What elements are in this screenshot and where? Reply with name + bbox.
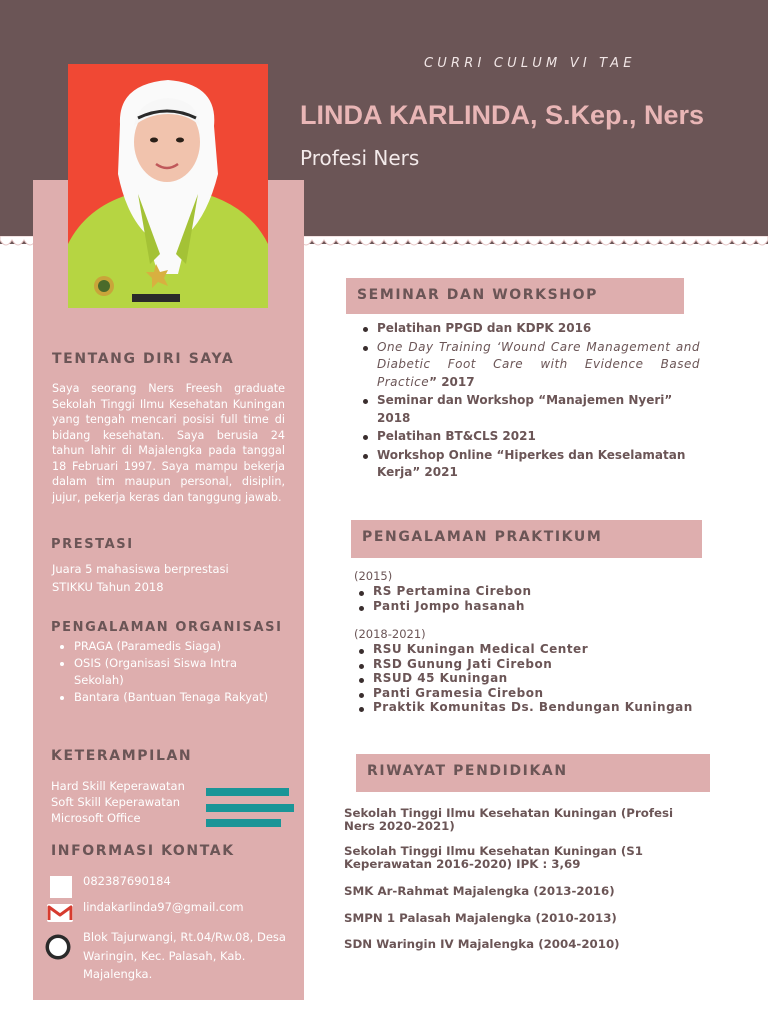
achievement-line-1: Juara 5 mahasiswa berprestasi xyxy=(52,562,229,576)
skill-bar-office xyxy=(206,819,281,827)
list-item: RSUD 45 Kuningan xyxy=(356,671,736,686)
education-header xyxy=(356,754,710,792)
skills-title: KETERAMPILAN xyxy=(51,748,193,764)
list-item: Pelatihan BT&CLS 2021 xyxy=(360,428,700,446)
practicum-list-2018 xyxy=(356,642,736,715)
gmail-icon xyxy=(47,904,73,922)
list-item: RSU Kuningan Medical Center xyxy=(356,642,736,657)
cv-label: CURRI CULUM VI TAE xyxy=(424,56,636,71)
practicum-title: PENGALAMAN PRAKTIKUM xyxy=(362,529,603,545)
practicum-period-2018: (2018-2021) xyxy=(354,627,426,641)
list-item: One Day Training ‘Wound Care Management and Diabetic Foot Care with Evidence Based Practice” 2017 xyxy=(360,339,700,392)
achievement-line-2: STIKKU Tahun 2018 xyxy=(52,580,164,594)
education-item: SMK Ar-Rahmat Majalengka (2013-2016) xyxy=(344,884,615,898)
education-item: SDN Waringin IV Majalengka (2004-2010) xyxy=(344,937,620,951)
email-address[interactable]: lindakarlinda97@gmail.com xyxy=(83,900,244,914)
seminar-header xyxy=(346,278,684,314)
profile-photo xyxy=(68,64,268,308)
person-name: LINDA KARLINDA, S.Kep., Ners xyxy=(300,100,705,130)
list-item: Bantara (Bantuan Tenaga Rakyat) xyxy=(58,689,290,706)
skill-bar-hard xyxy=(206,788,289,796)
list-item: Pelatihan PPGD dan KDPK 2016 xyxy=(360,320,700,338)
skill-label-office: Microsoft Office xyxy=(51,811,141,825)
skill-label-hard: Hard Skill Keperawatan xyxy=(51,779,185,793)
practicum-period-2015: (2015) xyxy=(354,569,393,583)
list-item: PRAGA (Paramedis Siaga) xyxy=(58,638,290,655)
job-title: Profesi Ners xyxy=(300,146,420,170)
contact-title: INFORMASI KONTAK xyxy=(51,843,235,859)
education-title: RIWAYAT PENDIDIKAN xyxy=(367,763,568,779)
list-item: Panti Jompo hasanah xyxy=(356,599,736,614)
home-address: Blok Tajurwangi, Rt.04/Rw.08, Desa Waringin, Kec. Palasah, Kab. Majalengka. xyxy=(83,930,286,981)
list-item: Seminar dan Workshop “Manajemen Nyeri” 2018 xyxy=(360,392,700,427)
seminar-list xyxy=(360,320,700,483)
seminar-title: SEMINAR DAN WORKSHOP xyxy=(357,287,598,303)
about-text: Saya seorang Ners Freesh graduate Sekolah Tinggi Ilmu Kesehatan Kuningan yang tengah mencari posisi full time di bidang kesehatan. Saya berusia 24 tahun lahir di Majalengka pada tanggal 18 Februari 1997. Saya mampu bekerja dalam tim maupun personal, disiplin, jujur, pekerja keras dan tanggung jawab. xyxy=(52,382,285,504)
skill-label-soft: Soft Skill Keperawatan xyxy=(51,795,181,809)
list-item: RSD Gunung Jati Cirebon xyxy=(356,657,736,672)
practicum-header xyxy=(351,520,702,558)
list-item: Praktik Komunitas Ds. Bendungan Kuningan xyxy=(356,700,736,715)
phone-icon xyxy=(50,876,72,898)
list-item: OSIS (Organisasi Siswa Intra Sekolah) xyxy=(58,655,290,689)
education-item: Sekolah Tinggi Ilmu Kesehatan Kuningan (S1 Keperawatan 2016-2020) IPK : 3,69 xyxy=(344,844,643,871)
organization-title: PENGALAMAN ORGANISASI xyxy=(51,620,283,635)
phone-number[interactable]: 082387690184 xyxy=(83,874,171,888)
skill-bar-soft xyxy=(206,804,294,812)
achievements-title: PRESTASI xyxy=(51,537,134,552)
practicum-list-2015 xyxy=(356,584,736,613)
list-item: RS Pertamina Cirebon xyxy=(356,584,736,599)
education-item: SMPN 1 Palasah Majalengka (2010-2013) xyxy=(344,911,617,925)
list-item: Panti Gramesia Cirebon xyxy=(356,686,736,701)
about-title: TENTANG DIRI SAYA xyxy=(52,351,235,367)
location-icon xyxy=(45,934,71,960)
education-item: Sekolah Tinggi Ilmu Kesehatan Kuningan (Profesi Ners 2020-2021) xyxy=(344,806,674,833)
list-item: Workshop Online “Hiperkes dan Keselamatan Kerja” 2021 xyxy=(360,447,700,482)
organization-list xyxy=(58,638,290,706)
